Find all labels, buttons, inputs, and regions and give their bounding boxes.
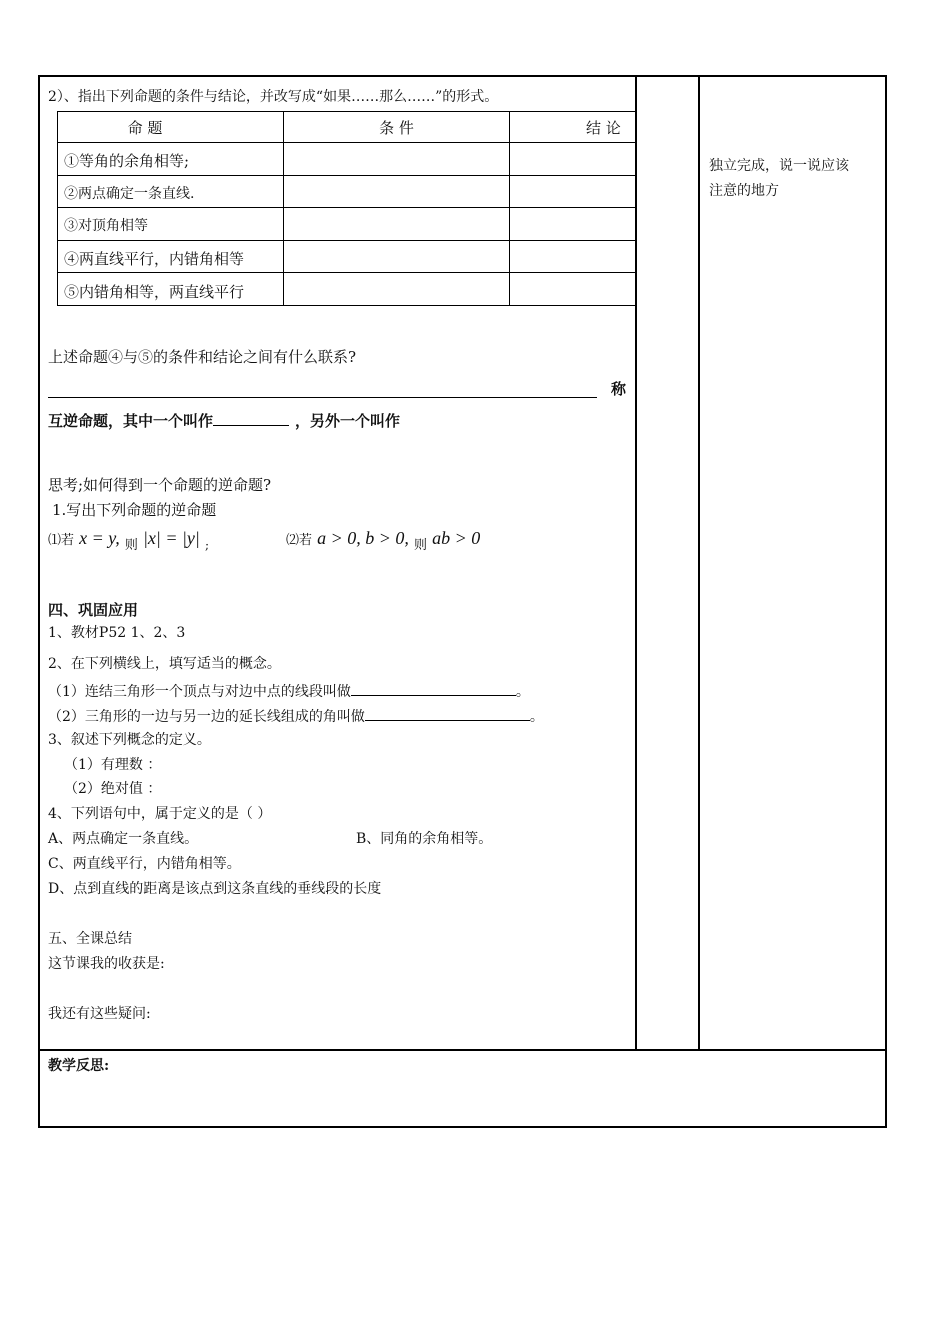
fill-blank[interactable] <box>351 681 516 696</box>
outer-right-border <box>885 75 887 1128</box>
table-vline <box>57 111 58 306</box>
table-hline <box>57 305 636 306</box>
exercise-1 <box>48 528 209 558</box>
option-d: D、点到直线的距离是该点到这条直线的垂线段的长度 <box>48 881 382 897</box>
section4-line4: 4、下列语句中，属于定义的是（ ） <box>48 806 272 822</box>
table-row-proposition: ⑤内错角相等，两直线平行 <box>64 283 245 301</box>
table-hline <box>57 111 636 112</box>
section4-line3b: （2）绝对值 ： <box>64 781 162 797</box>
ex1-condition: x = y, <box>79 528 120 548</box>
ex2-condition: a > 0, b > 0, <box>317 528 409 548</box>
option-c: C、两直线平行，内错角相等。 <box>48 856 241 872</box>
table-row-proposition: ④两直线平行，内错角相等 <box>64 250 245 268</box>
ex2-conclusion: ab > 0 <box>432 528 481 548</box>
reflection-label: 教学反思: <box>48 1058 110 1074</box>
table-hline <box>57 175 636 176</box>
section5-title: 五、全课总结 <box>48 931 132 947</box>
section2-instruction: 2）、指出下列命题的条件与结论，并改写成“如果……那么……”的形式。 <box>48 89 499 105</box>
section4-line3: 3、叙述下列概念的定义。 <box>48 732 211 748</box>
period: 。 <box>529 709 544 725</box>
right-note-line2: 注意的地方 <box>709 183 779 199</box>
ex1-label: ⑴若 <box>48 533 75 548</box>
outer-left-border <box>38 75 40 1128</box>
right-note-line1: 独立完成，说一说应该 <box>709 158 849 174</box>
table-hline <box>57 272 636 273</box>
relation-question: 上述命题④与⑤的条件和结论之间有什么联系? <box>48 348 357 366</box>
ex1-end: ; <box>204 538 210 552</box>
ex2-then: 则 <box>414 538 428 553</box>
column-divider-1 <box>635 75 637 1051</box>
inverse-suffix: ，另外一个叫作 <box>295 412 401 430</box>
fill-blank[interactable] <box>213 411 289 426</box>
fill-blank[interactable] <box>365 706 530 721</box>
inverse-prefix: 互逆命题，其中一个叫作 <box>48 412 214 430</box>
table-vline <box>283 111 284 306</box>
table-header-condition: 条 件 <box>379 119 414 137</box>
line2a-text: （1）连结三角形一个顶点与对边中点的线段叫做 <box>48 684 351 700</box>
period: 。 <box>515 684 530 700</box>
main-bottom-divider <box>38 1049 887 1051</box>
outer-bottom-border <box>38 1126 887 1128</box>
section4-title: 四、巩固应用 <box>48 601 139 619</box>
call-label: 称 <box>611 380 627 398</box>
table-header-proposition: 命 题 <box>127 119 163 137</box>
exercise-2 <box>286 528 480 558</box>
exercise-title: 1.写出下列命题的逆命题 <box>52 501 217 519</box>
table-row-proposition: ③对顶角相等 <box>64 218 148 234</box>
table-row-proposition: ①等角的余角相等; <box>64 152 190 170</box>
column-divider-2 <box>698 75 700 1051</box>
table-row-proposition: ②两点确定一条直线. <box>64 186 195 202</box>
ex1-conclusion: |x| = |y| <box>142 528 200 548</box>
option-a: A、两点确定一条直线。 <box>48 831 199 847</box>
table-hline <box>57 240 636 241</box>
section4-line2: 2、在下列横线上，填写适当的概念。 <box>48 656 281 672</box>
section4-line3a: （1）有理数 ： <box>64 757 162 773</box>
think-question: 思考;如何得到一个命题的逆命题? <box>48 476 272 494</box>
section4-line1: 1、教材P52 1、2、3 <box>48 625 186 641</box>
section5-gain: 这节课我的收获是: <box>48 956 165 972</box>
ex1-then: 则 <box>124 538 138 553</box>
table-vline <box>509 111 510 306</box>
ex2-label: ⑵若 <box>286 533 313 548</box>
section5-doubt: 我还有这些疑问: <box>48 1006 151 1022</box>
line2b-text: （2）三角形的一边与另一边的延长线组成的角叫做 <box>48 709 365 725</box>
option-b: B、同角的余角相等。 <box>356 831 493 847</box>
section4-line2b <box>48 706 544 726</box>
table-header-conclusion: 结 论 <box>586 119 621 137</box>
inverse-statement <box>48 411 400 431</box>
outer-top-border <box>38 75 887 77</box>
table-hline <box>57 207 636 208</box>
section4-line2a <box>48 681 530 701</box>
table-hline <box>57 142 636 143</box>
answer-line <box>48 397 597 398</box>
